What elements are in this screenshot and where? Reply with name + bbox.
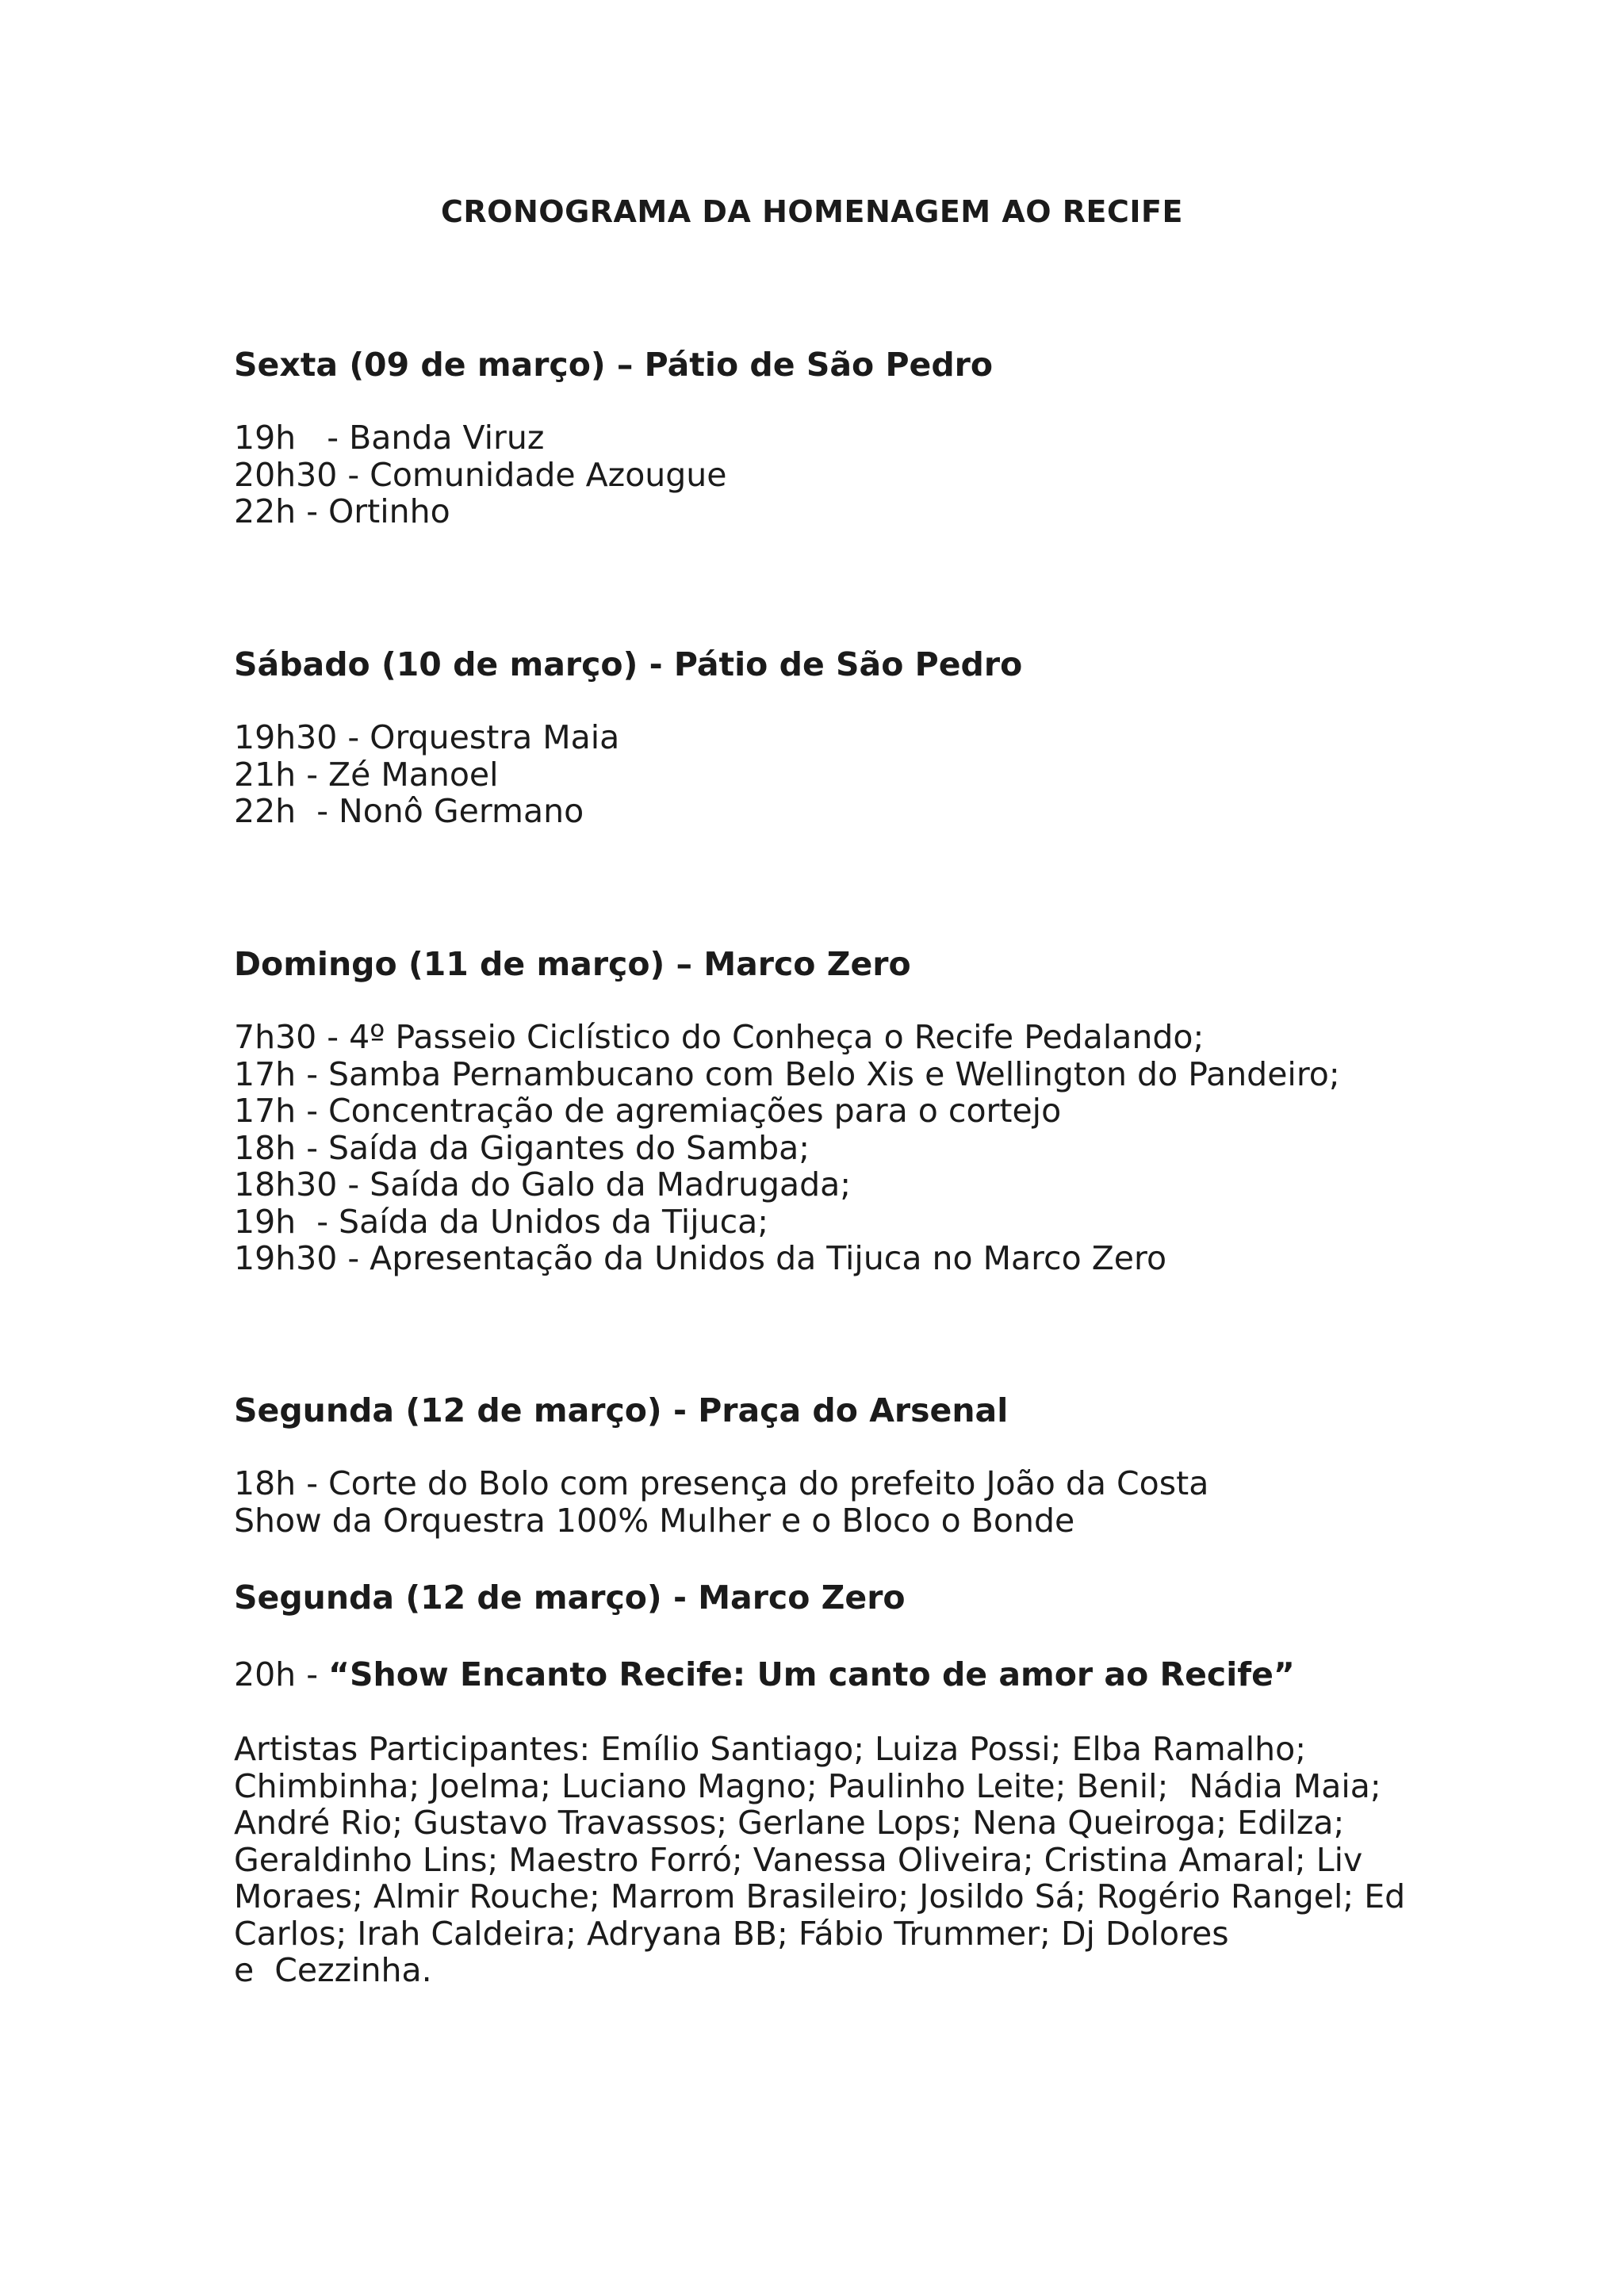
show-title: “Show Encanto Recife: Um canto de amor ao Recife” [328, 1655, 1295, 1693]
section-segunda-arsenal [234, 1391, 1423, 1539]
schedule-item: 17h - Concentração de agremiações para o cortejo [234, 1092, 1062, 1130]
section-segunda-marco-zero [234, 1578, 1423, 1617]
section-items [234, 719, 1423, 830]
artists-line: Chimbinha; Joelma; Luciano Magno; Paulinho Leite; Benil; Nádia Maia; [234, 1766, 1381, 1805]
schedule-item: 18h30 - Saída do Galo da Madrugada; [234, 1165, 852, 1203]
section-sabado [234, 645, 1423, 830]
artists-line: Moraes; Almir Rouche; Marrom Brasileiro; Josildo Sá; Rogério Rangel; Ed [234, 1877, 1406, 1915]
artists-line: Carlos; Irah Caldeira; Adryana BB; Fábio Trummer; Dj Dolores [234, 1914, 1229, 1953]
section-sexta [234, 345, 1423, 530]
section-heading: Segunda (12 de março) - Marco Zero [234, 1578, 906, 1617]
schedule-item: Show da Orquestra 100% Mulher e o Bloco o Bonde [234, 1501, 1075, 1540]
section-heading: Segunda (12 de março) - Praça do Arsenal [234, 1391, 1009, 1429]
section-heading: Domingo (11 de março) – Marco Zero [234, 945, 911, 983]
schedule-item: 19h30 - Apresentação da Unidos da Tijuca no Marco Zero [234, 1239, 1167, 1277]
show-line [234, 1655, 1423, 1694]
schedule-item: 20h30 - Comunidade Azougue [234, 455, 727, 494]
schedule-item: 18h - Saída da Gigantes do Samba; [234, 1128, 810, 1167]
show-time: 20h - [234, 1655, 329, 1693]
schedule-item: 22h - Ortinho [234, 492, 450, 530]
section-heading: Sexta (09 de março) – Pátio de São Pedro [234, 346, 994, 384]
artists-line: André Rio; Gustavo Travassos; Gerlane Lops; Nena Queiroga; Edilza; [234, 1804, 1345, 1842]
schedule-item: 18h - Corte do Bolo com presença do prefeito João da Costa [234, 1464, 1209, 1502]
section-items [234, 1019, 1423, 1277]
artists-list [234, 1731, 1423, 1989]
section-heading: Sábado (10 de março) - Pátio de São Pedro [234, 645, 1023, 683]
section-items [234, 419, 1423, 530]
schedule-item: 19h30 - Orquestra Maia [234, 718, 620, 756]
schedule-item: 21h - Zé Manoel [234, 755, 499, 794]
schedule-item: 7h30 - 4º Passeio Ciclístico do Conheça o Recife Pedalando; [234, 1018, 1205, 1056]
schedule-item: 19h - Banda Viruz [234, 419, 545, 457]
artists-line: Artistas Participantes: Emílio Santiago; Luiza Possi; Elba Ramalho; [234, 1730, 1307, 1768]
section-domingo [234, 944, 1423, 1277]
section-items [234, 1465, 1423, 1539]
schedule-item: 22h - Nonô Germano [234, 792, 584, 830]
schedule-item: 17h - Samba Pernambucano com Belo Xis e Wellington do Pandeiro; [234, 1054, 1340, 1093]
artists-line: Geraldinho Lins; Maestro Forró; Vanessa Oliveira; Cristina Amaral; Liv [234, 1840, 1363, 1879]
artists-line: e Cezzinha. [234, 1951, 432, 1989]
schedule-item: 19h - Saída da Unidos da Tijuca; [234, 1202, 769, 1241]
document-title: CRONOGRAMA DA HOMENAGEM AO RECIFE [441, 194, 1183, 229]
